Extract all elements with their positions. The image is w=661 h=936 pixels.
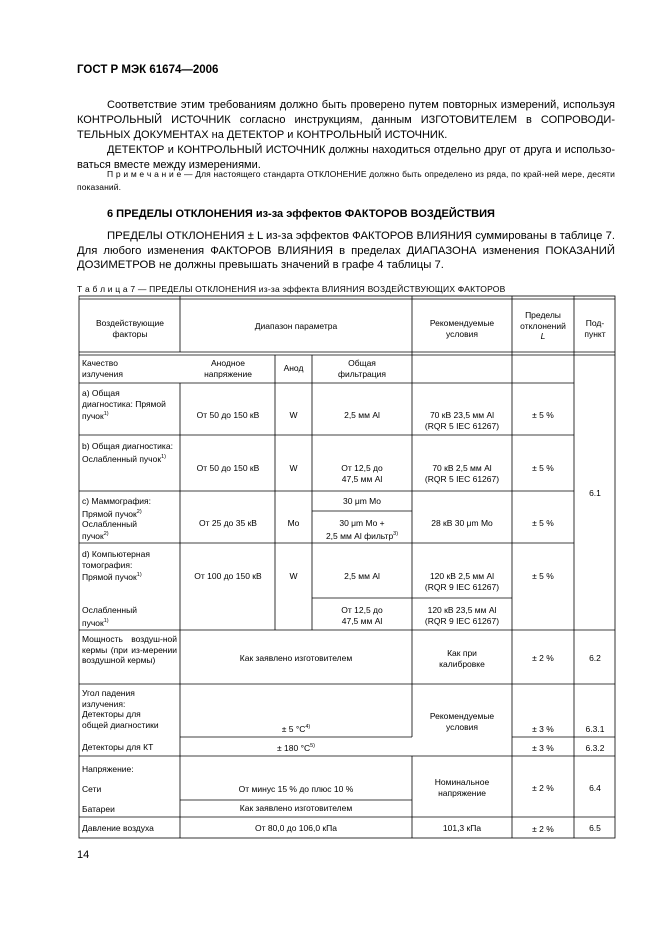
row-b-anode: W xyxy=(289,463,298,473)
row-a-recommended-1: 70 кВ 23,5 мм Al xyxy=(429,410,495,420)
air-kerma-limit: ± 2 % xyxy=(532,653,554,663)
air-kerma-label: Мощность воздуш-ной кермы (при из-мерении воздушной кермы) xyxy=(82,634,177,665)
voltage-recommended-2: напряжение xyxy=(438,787,486,798)
row-c-filtration-footnote: 3) xyxy=(393,531,399,537)
air-kerma-recommended-1: Как при xyxy=(447,648,477,658)
angle-subclause-gd: 6.3.1 xyxy=(585,724,605,734)
section-title: 6 ПРЕДЕЛЫ ОТКЛОНЕНИЯ из-за эффектов ФАКТОРОВ ВОЗДЕЙСТВИЯ xyxy=(107,208,495,220)
row-b-recommended-1: 70 кВ 2,5 мм Al xyxy=(432,463,492,473)
row-d-recommended-1: 120 кВ 2,5 мм Al xyxy=(429,571,495,581)
row-b-label-text: b) Общая диагностика: Ослабленный пучок xyxy=(82,441,173,464)
air-kerma-subclause: 6.2 xyxy=(589,653,601,663)
header-limits-symbol: L xyxy=(540,331,546,341)
angle-range-ct xyxy=(183,741,409,753)
row-b-recommended xyxy=(415,463,509,484)
voltage-recommended-1: Номинальное xyxy=(434,777,490,787)
voltage-limit: ± 2 % xyxy=(532,783,554,793)
row-b-label xyxy=(82,441,177,464)
row-a-label-text: a) Общая диагностика: Прямой пучок xyxy=(82,388,166,421)
header-limits xyxy=(515,310,571,342)
row-d-label-2: томография: xyxy=(82,559,133,570)
row-c-footnote-2: 2) xyxy=(136,508,142,515)
row-b-filtration-1: От 12,5 до xyxy=(341,463,383,473)
angle-label-4: общей диагностики xyxy=(82,719,159,730)
row-a-recommended-2: (RQR 5 IEC 61267) xyxy=(424,420,500,431)
quality-subclause: 6.1 xyxy=(589,488,601,498)
quality-label: Качество излучения xyxy=(82,358,123,379)
row-c-recommended: 28 кВ 30 μm Mo xyxy=(431,518,493,528)
angle-label-3: Детекторы для xyxy=(82,709,141,719)
row-d-recommended-2: (RQR 9 IEC 61267) xyxy=(424,581,500,592)
row-c-filtration-2: 30 μm Mo + xyxy=(339,518,385,528)
angle-range-gd-footnote: 4) xyxy=(305,724,311,730)
row-a-recommended xyxy=(415,410,509,431)
voltage-mains-label: Сети xyxy=(82,784,102,794)
row-a-voltage: От 50 до 150 кВ xyxy=(196,410,260,420)
row-d-recommended-top xyxy=(415,571,509,592)
voltage-recommended xyxy=(415,777,509,798)
air-kerma-recommended-2: калибровке xyxy=(439,658,485,669)
angle-range-gd xyxy=(183,722,409,734)
voltage-subclause: 6.4 xyxy=(589,783,601,793)
angle-recommended-1: Рекомендуемые xyxy=(429,711,495,721)
row-d-label-4: Ослабленный xyxy=(82,605,137,615)
air-kerma-recommended xyxy=(415,648,509,669)
section-paragraph: ПРЕДЕЛЫ ОТКЛОНЕНИЯ ± L из-за эффектов ФАКТОРОВ ВЛИЯНИЯ суммированы в таблице 7. Для любого изменения ФАКТОРОВ ВЛИЯНИЯ в пределах ДИАПАЗОНА изменения ПОКАЗАНИЙ ДОЗИМЕТРОВ не должны превышать значений в графе 4 таблицы 7. xyxy=(77,230,615,271)
note-text: П р и м е ч а н и е — Для настоящего стандарта ОТКЛОНЕНИЕ должно быть определено из ряда, по край-ней мере, десяти показаний. xyxy=(77,169,615,192)
header-factors: Воздействующие факторы xyxy=(95,318,164,339)
row-d-filtration-2-line-1: От 12,5 до xyxy=(341,605,383,615)
row-d-recommended-3: 120 кВ 23,5 мм Al xyxy=(427,605,497,615)
row-c-footnote-4: 2) xyxy=(103,531,109,538)
row-c-label xyxy=(82,496,178,542)
angle-recommended xyxy=(415,711,509,732)
row-c-label-2: Прямой пучок xyxy=(82,508,137,519)
row-d-label-bottom xyxy=(82,605,178,628)
header-limits-text: Пределы отклонений xyxy=(520,310,566,331)
row-d-label-3: Прямой пучок xyxy=(82,571,137,582)
row-c-filtration-3 xyxy=(312,529,412,541)
row-d-footnote-5: 1) xyxy=(103,617,109,624)
row-c-voltage: От 25 до 35 кВ xyxy=(199,518,257,528)
pressure-range: От 80,0 до 106,0 кПа xyxy=(254,823,337,833)
row-d-filtration-1: 2,5 мм Al xyxy=(344,571,380,581)
angle-range-ct-footnote: 5) xyxy=(310,743,315,749)
pressure-label: Давление воздуха xyxy=(82,823,154,833)
voltage-battery-range: Как заявлено изготовителем xyxy=(239,803,353,813)
row-d-anode: W xyxy=(289,571,298,581)
row-a-footnote: 1) xyxy=(103,411,109,417)
row-c-filtration-3-text: 2,5 мм Al фильтр xyxy=(325,530,394,541)
row-b-filtration-2: 47,5 мм Al xyxy=(341,473,383,484)
row-b-filtration xyxy=(314,463,410,484)
header-subclause: Под-пункт xyxy=(584,318,606,339)
row-c-filtration-1: 30 μm Mo xyxy=(343,496,381,506)
row-c-anode: Mo xyxy=(287,518,300,528)
row-d-label-top xyxy=(82,549,178,582)
row-b-voltage: От 50 до 150 кВ xyxy=(196,463,260,473)
row-d-limit: ± 5 % xyxy=(532,571,554,581)
angle-limit-gd: ± 3 % xyxy=(532,724,554,734)
table-caption: Т а б л и ц а 7 — ПРЕДЕЛЫ ОТКЛОНЕНИЯ из-за эффекта ВЛИЯНИЯ ВОЗДЕЙСТВУЮЩИХ ФАКТОРОВ xyxy=(77,284,506,294)
angle-range-gd-text: ± 5 °C xyxy=(281,723,306,734)
intro-paragraph-2: ДЕТЕКТОР и КОНТРОЛЬНЫЙ ИСТОЧНИК должны находиться отдельно друг от друга и использо-ваться вместе между измерениями. xyxy=(77,144,615,171)
row-d-footnote-3: 1) xyxy=(136,572,142,578)
row-b-recommended-2: (RQR 5 IEC 61267) xyxy=(424,473,500,484)
row-b-limit: ± 5 % xyxy=(532,463,554,473)
row-d-filtration-2 xyxy=(314,605,410,626)
angle-label-1: Угол падения xyxy=(82,688,135,698)
row-c-label-1: c) Маммография: xyxy=(82,496,152,506)
quality-anode-voltage: Анодное напряжение xyxy=(204,358,252,379)
voltage-label: Напряжение: xyxy=(82,764,134,774)
angle-range-ct-text: ± 180 °C xyxy=(277,742,311,753)
row-a-filtration: 2,5 мм Al xyxy=(344,410,380,420)
intro-paragraph-1: Соответствие этим требованиям должно быть проверено путем повторных измерений, используя КОНТРОЛЬНЫЙ ИСТОЧНИК согласно инструкциям, данным ИЗГОТОВИТЕЛЕМ в СОПРОВОДИ-ТЕЛЬНЫХ ДОКУМЕНТАХ на ДЕТЕКТОР и КОНТРОЛЬНЫЙ ИСТОЧНИК. xyxy=(77,99,615,141)
row-d-voltage: От 100 до 150 кВ xyxy=(194,571,262,581)
row-c-label-3: Ослабленный xyxy=(82,518,137,529)
row-a-limit: ± 5 % xyxy=(532,410,554,420)
page-number: 14 xyxy=(77,849,90,861)
header-recommended: Рекомендуемые условия xyxy=(429,318,495,339)
angle-ct-label: Детекторы для КТ xyxy=(82,742,154,752)
header-range: Диапазон параметра xyxy=(254,321,338,331)
row-a-anode: W xyxy=(289,410,298,420)
air-kerma-range: Как заявлено изготовителем xyxy=(239,653,353,663)
row-c-limit: ± 5 % xyxy=(532,518,554,528)
angle-label xyxy=(82,688,178,730)
angle-label-2: излучения: xyxy=(82,698,126,709)
row-a-label xyxy=(82,388,172,421)
document-header: ГОСТ Р МЭК 61674—2006 xyxy=(77,64,219,76)
angle-recommended-2: условия xyxy=(445,721,479,732)
row-b-footnote: 1) xyxy=(161,453,166,460)
voltage-mains-range: От минус 15 % до плюс 10 % xyxy=(238,784,354,794)
quality-anode: Анод xyxy=(283,363,304,373)
pressure-subclause: 6.5 xyxy=(589,823,601,833)
pressure-recommended: 101,3 кПа xyxy=(442,823,482,833)
angle-limit-ct: ± 3 % xyxy=(532,743,554,753)
row-d-recommended-4: (RQR 9 IEC 61267) xyxy=(424,615,500,626)
quality-filtration: Общая фильтрация xyxy=(337,358,387,379)
angle-subclause-ct: 6.3.2 xyxy=(585,743,605,753)
row-d-filtration-2-line-2: 47,5 мм Al xyxy=(341,615,383,626)
row-c-label-4: пучок xyxy=(82,531,104,542)
row-d-label-5: пучок xyxy=(82,617,104,628)
row-d-recommended-bottom xyxy=(415,605,509,626)
voltage-battery-label: Батареи xyxy=(82,804,115,814)
row-d-label-1: d) Компьютерная xyxy=(82,549,150,559)
pressure-limit: ± 2 % xyxy=(532,824,554,834)
